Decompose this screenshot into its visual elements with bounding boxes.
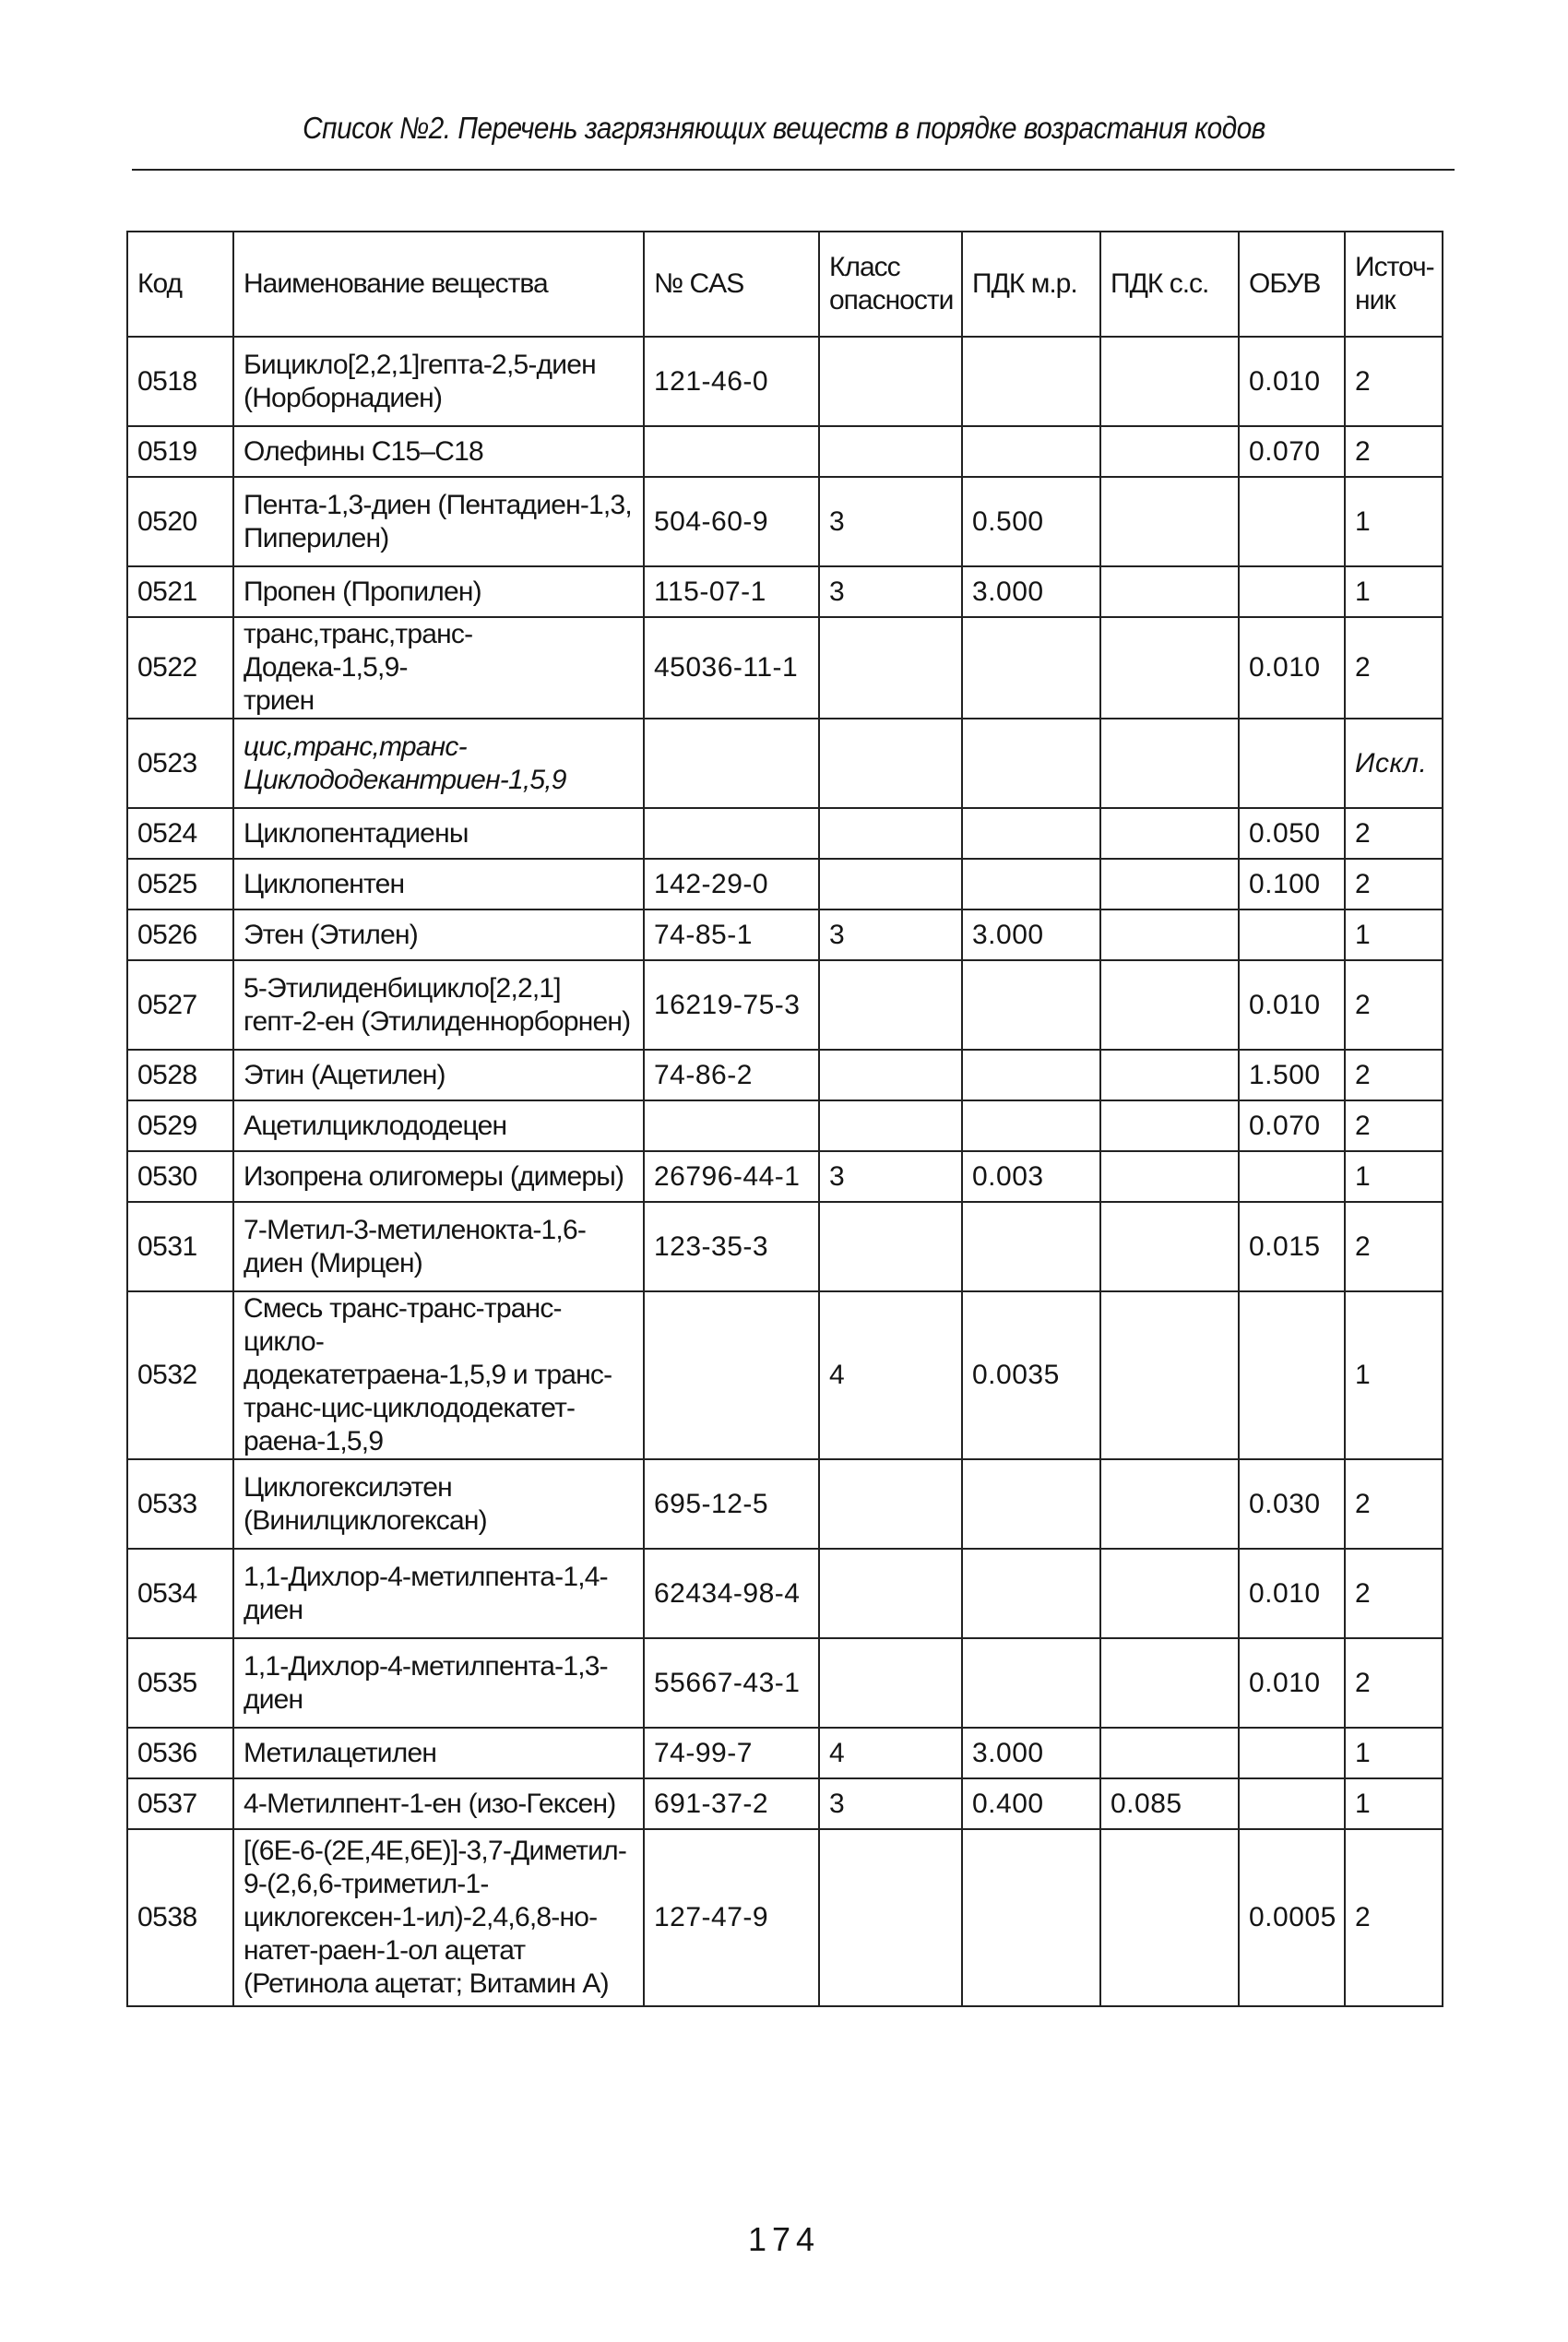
cell-code: 0521 [127,566,233,617]
cell-pdk-mr [962,1100,1100,1151]
name-line: Этин (Ацетилен) [244,1059,445,1090]
cell-source: 1 [1345,477,1443,566]
cell-name [233,337,644,426]
cell-obuv: 0.100 [1239,859,1345,909]
name-line: Циклогексилэтен [244,1471,452,1503]
cell-source: 2 [1345,859,1443,909]
cell-pdk-mr [962,1459,1100,1549]
cell-name [233,1829,644,2006]
cell-hazard-class [819,1459,962,1549]
name-line: диен (Мирцен) [244,1247,422,1278]
cell-pdk-ss [1100,1050,1239,1100]
cell-obuv [1239,1151,1345,1202]
cell-pdk-mr [962,337,1100,426]
cell-obuv: 0.010 [1239,960,1345,1050]
cell-name [233,1549,644,1638]
col-header-hazard-class [819,232,962,337]
col-header-code: Код [127,232,233,337]
name-line: Пиперилен) [244,522,389,553]
cell-pdk-ss [1100,1829,1239,2006]
cell-cas [644,1100,819,1151]
cell-hazard-class: 3 [819,909,962,960]
col-header-name: Наименование вещества [233,232,644,337]
cell-hazard-class [819,1549,962,1638]
cell-hazard-class: 4 [819,1291,962,1459]
cell-code: 0537 [127,1778,233,1829]
table-row [127,808,1443,859]
cell-cas [644,1291,819,1459]
cell-hazard-class: 3 [819,1151,962,1202]
cell-cas: 695-12-5 [644,1459,819,1549]
cell-name [233,1151,644,1202]
cell-name [233,859,644,909]
cell-pdk-ss: 0.085 [1100,1778,1239,1829]
cell-pdk-mr [962,808,1100,859]
cell-obuv [1239,719,1345,808]
cell-pdk-ss [1100,1728,1239,1778]
table-header-row [127,232,1443,337]
cell-name [233,1100,644,1151]
cell-pdk-ss [1100,477,1239,566]
cell-name [233,1291,644,1459]
table-row [127,859,1443,909]
cell-obuv: 0.010 [1239,617,1345,719]
cell-code: 0527 [127,960,233,1050]
cell-pdk-mr: 0.400 [962,1778,1100,1829]
table-row [127,1549,1443,1638]
name-line: (Ретинола ацетат; Витамин А) [244,1968,609,1999]
table-row [127,566,1443,617]
table-row [127,1050,1443,1100]
cell-pdk-ss [1100,719,1239,808]
cell-pdk-mr [962,1050,1100,1100]
name-line: транс,транс,транс-Додека-1,5,9- [244,619,473,683]
col-header-pdk-ss: ПДК с.с. [1100,232,1239,337]
name-line: Метилацетилен [244,1737,437,1768]
name-line: 9-(2,6,6-триметил-1- [244,1869,489,1899]
cell-source: 1 [1345,566,1443,617]
table-row [127,1291,1443,1459]
name-line: Циклододекантриен-1,5,9 [244,764,566,795]
table-row [127,1151,1443,1202]
cell-pdk-mr: 0.003 [962,1151,1100,1202]
cell-code: 0519 [127,426,233,477]
table-row [127,719,1443,808]
cell-pdk-mr: 3.000 [962,1728,1100,1778]
cell-name [233,1778,644,1829]
cell-obuv: 0.030 [1239,1459,1345,1549]
cell-source: 2 [1345,426,1443,477]
cell-name [233,566,644,617]
cell-name [233,1202,644,1291]
table-row [127,960,1443,1050]
cell-name [233,1638,644,1728]
cell-pdk-mr [962,1638,1100,1728]
cell-obuv [1239,566,1345,617]
name-line: гепт-2-ен (Этилиденнорборнен) [244,1005,631,1037]
header-rule [132,169,1455,171]
cell-source: 1 [1345,1291,1443,1459]
cell-hazard-class [819,960,962,1050]
col-header-pdk-mr: ПДК м.р. [962,232,1100,337]
name-line: транс-цис-циклододекатет- [244,1393,576,1423]
cell-name [233,1050,644,1100]
cell-hazard-class: 3 [819,566,962,617]
cell-name [233,1459,644,1549]
col-header-hazard-class-line2: опасности [829,285,954,315]
name-line: (Винилциклогексан) [244,1504,487,1536]
cell-pdk-ss [1100,337,1239,426]
cell-pdk-ss [1100,960,1239,1050]
cell-hazard-class [819,1050,962,1100]
table-row [127,426,1443,477]
cell-pdk-ss [1100,1549,1239,1638]
cell-pdk-ss [1100,1638,1239,1728]
cell-code: 0520 [127,477,233,566]
table-row [127,337,1443,426]
cell-pdk-mr [962,719,1100,808]
cell-cas: 74-99-7 [644,1728,819,1778]
cell-obuv [1239,1778,1345,1829]
cell-source: 2 [1345,617,1443,719]
cell-name [233,477,644,566]
cell-cas [644,808,819,859]
cell-obuv: 0.015 [1239,1202,1345,1291]
col-header-cas: № CAS [644,232,819,337]
cell-pdk-mr [962,960,1100,1050]
cell-pdk-ss [1100,1202,1239,1291]
table-row [127,1638,1443,1728]
cell-name [233,808,644,859]
cell-pdk-mr [962,1202,1100,1291]
name-line: Циклопентадиены [244,817,469,849]
cell-hazard-class: 3 [819,1778,962,1829]
table-row [127,1829,1443,2006]
cell-cas: 74-85-1 [644,909,819,960]
cell-cas: 691-37-2 [644,1778,819,1829]
col-header-source-line2: ник [1355,285,1396,315]
cell-code: 0532 [127,1291,233,1459]
cell-code: 0523 [127,719,233,808]
cell-hazard-class [819,617,962,719]
name-line: 4-Метилпент-1-ен (изо-Гексен) [244,1788,616,1819]
table-row [127,1778,1443,1829]
cell-obuv: 0.050 [1239,808,1345,859]
cell-source: 1 [1345,1728,1443,1778]
cell-code: 0525 [127,859,233,909]
cell-code: 0536 [127,1728,233,1778]
cell-obuv [1239,1291,1345,1459]
table-row [127,1728,1443,1778]
name-line: [(6E-6-(2E,4E,6E)]-3,7-Диметил- [244,1836,627,1866]
cell-name [233,617,644,719]
col-header-obuv: ОБУВ [1239,232,1345,337]
name-line: Бицикло[2,2,1]гепта-2,5-диен [244,349,596,380]
name-line: 1,1-Дихлор-4-метилпента-1,4- [244,1561,608,1592]
cell-pdk-ss [1100,1459,1239,1549]
cell-obuv [1239,909,1345,960]
cell-pdk-ss [1100,1151,1239,1202]
cell-code: 0528 [127,1050,233,1100]
cell-obuv [1239,477,1345,566]
cell-source: 2 [1345,337,1443,426]
name-line: Смесь транс-транс-транс-цикло- [244,1293,562,1357]
cell-pdk-ss [1100,808,1239,859]
cell-obuv: 1.500 [1239,1050,1345,1100]
cell-name [233,719,644,808]
running-head: Список №2. Перечень загрязняющих веществ в порядке возрастания кодов [303,111,1265,145]
cell-pdk-mr [962,426,1100,477]
cell-cas: 121-46-0 [644,337,819,426]
cell-obuv: 0.070 [1239,426,1345,477]
cell-source: 2 [1345,1050,1443,1100]
cell-cas: 127-47-9 [644,1829,819,2006]
cell-cas: 115-07-1 [644,566,819,617]
cell-code: 0533 [127,1459,233,1549]
cell-source: 2 [1345,960,1443,1050]
cell-pdk-mr [962,1829,1100,2006]
cell-pdk-mr: 0.0035 [962,1291,1100,1459]
name-line: диен [244,1594,303,1625]
table-row [127,1459,1443,1549]
table-row [127,477,1443,566]
cell-hazard-class [819,1100,962,1151]
cell-pdk-ss [1100,566,1239,617]
cell-hazard-class [819,337,962,426]
cell-code: 0529 [127,1100,233,1151]
col-header-hazard-class-line1: Класс [829,252,900,282]
cell-pdk-mr: 3.000 [962,566,1100,617]
cell-pdk-ss [1100,426,1239,477]
table-body [127,337,1443,2006]
cell-hazard-class [819,1638,962,1728]
cell-source: Искл. [1345,719,1443,808]
name-line: (Норборнадиен) [244,382,443,413]
cell-obuv [1239,1728,1345,1778]
cell-pdk-mr [962,1549,1100,1638]
name-line: 5-Этилиденбицикло[2,2,1] [244,972,561,1004]
name-line: триен [244,685,315,716]
cell-pdk-ss [1100,859,1239,909]
cell-source: 2 [1345,1459,1443,1549]
cell-code: 0534 [127,1549,233,1638]
name-line: Изопрена олигомеры (димеры) [244,1160,624,1192]
name-line: 1,1-Дихлор-4-метилпента-1,3- [244,1650,608,1682]
cell-cas [644,426,819,477]
name-line: Пента-1,3-диен (Пентадиен-1,3, [244,489,632,520]
cell-obuv: 0.0005 [1239,1829,1345,2006]
table-row [127,1100,1443,1151]
page-number: 174 [747,2220,821,2258]
cell-cas: 26796-44-1 [644,1151,819,1202]
cell-cas: 504-60-9 [644,477,819,566]
cell-hazard-class [819,1202,962,1291]
cell-source: 1 [1345,909,1443,960]
cell-hazard-class [819,1829,962,2006]
cell-source: 2 [1345,1638,1443,1728]
cell-pdk-mr [962,617,1100,719]
name-line: додекатетраена-1,5,9 и транс- [244,1360,612,1390]
cell-cas: 142-29-0 [644,859,819,909]
table-row [127,1202,1443,1291]
cell-cas [644,719,819,808]
cell-pdk-mr: 3.000 [962,909,1100,960]
cell-obuv: 0.010 [1239,1638,1345,1728]
cell-code: 0538 [127,1829,233,2006]
cell-pdk-mr: 0.500 [962,477,1100,566]
cell-hazard-class [819,426,962,477]
cell-code: 0518 [127,337,233,426]
cell-cas: 123-35-3 [644,1202,819,1291]
cell-name [233,909,644,960]
cell-source: 2 [1345,1202,1443,1291]
table-row [127,909,1443,960]
cell-obuv: 0.010 [1239,337,1345,426]
cell-source: 1 [1345,1151,1443,1202]
cell-source: 2 [1345,808,1443,859]
cell-cas: 62434-98-4 [644,1549,819,1638]
name-line: Циклопентен [244,868,405,899]
cell-pdk-mr [962,859,1100,909]
cell-source: 1 [1345,1778,1443,1829]
cell-code: 0522 [127,617,233,719]
name-line: 7-Метил-3-метиленокта-1,6- [244,1214,587,1245]
cell-hazard-class: 4 [819,1728,962,1778]
cell-pdk-ss [1100,909,1239,960]
cell-code: 0535 [127,1638,233,1728]
cell-pdk-ss [1100,617,1239,719]
cell-source: 2 [1345,1829,1443,2006]
cell-name [233,1728,644,1778]
cell-cas: 45036-11-1 [644,617,819,719]
cell-hazard-class [819,719,962,808]
name-line: циклогексен-1-ил)-2,4,6,8-но- [244,1902,598,1932]
cell-source: 2 [1345,1100,1443,1151]
name-line: Ацетилциклододецен [244,1110,507,1141]
cell-code: 0530 [127,1151,233,1202]
cell-name [233,426,644,477]
cell-cas: 74-86-2 [644,1050,819,1100]
col-header-source-line1: Источ- [1355,252,1434,282]
name-line: цис,транс,транс- [244,731,467,762]
cell-pdk-ss [1100,1291,1239,1459]
table-row [127,617,1443,719]
cell-hazard-class [819,859,962,909]
cell-code: 0531 [127,1202,233,1291]
name-line: раена-1,5,9 [244,1426,384,1456]
name-line: Пропен (Пропилен) [244,576,481,607]
cell-source: 2 [1345,1549,1443,1638]
cell-name [233,960,644,1050]
name-line: Олефины C15–C18 [244,435,483,467]
name-line: натет-раен-1-ол ацетат [244,1935,526,1966]
cell-pdk-ss [1100,1100,1239,1151]
col-header-source [1345,232,1443,337]
cell-code: 0524 [127,808,233,859]
substances-table [126,231,1443,2007]
cell-cas: 55667-43-1 [644,1638,819,1728]
cell-hazard-class [819,808,962,859]
name-line: диен [244,1683,303,1715]
cell-code: 0526 [127,909,233,960]
cell-cas: 16219-75-3 [644,960,819,1050]
cell-hazard-class: 3 [819,477,962,566]
name-line: Этен (Этилен) [244,919,418,950]
cell-obuv: 0.070 [1239,1100,1345,1151]
cell-obuv: 0.010 [1239,1549,1345,1638]
